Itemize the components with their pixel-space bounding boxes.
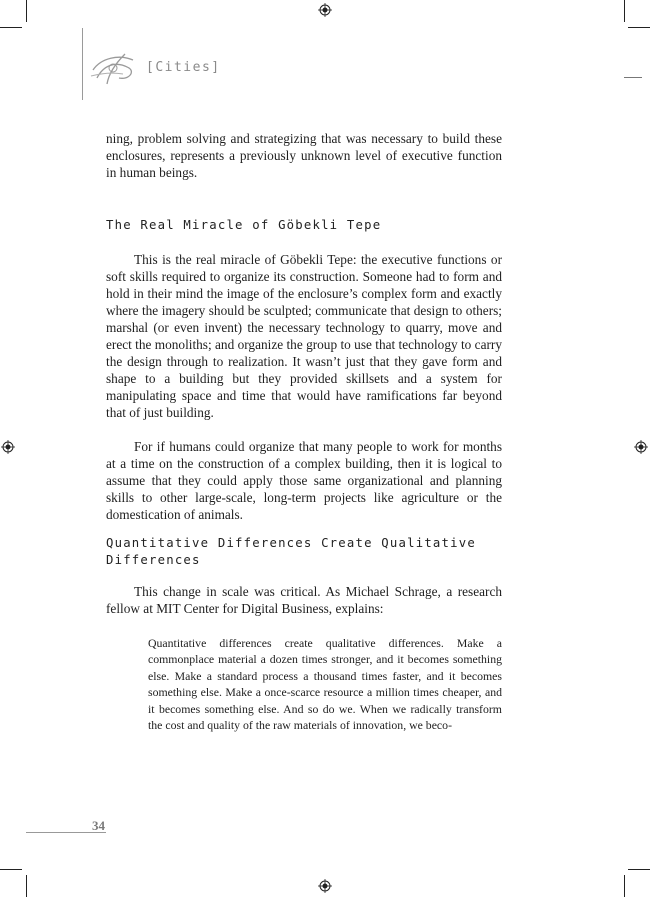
crop-mark [26,0,27,22]
crop-mark [628,869,650,870]
block-quote: Quantitative differences create qualitative differences. Make a commonplace material a dozen times stronger, and it becomes something else. Make a standard process a thousand times faster, and it becomes something else. Make a once-scarce resource a million times cheaper, and it becomes something else. And so do we. When we radically transform the cost and quality of the raw materials of innovation, we beco- [148,636,502,733]
crop-mark [0,27,22,28]
crop-mark [628,27,650,28]
registration-mark-icon [634,440,648,454]
header-dash [624,77,642,78]
header-rule [82,28,83,100]
running-head: [Cities] [146,60,221,75]
registration-mark-icon [318,879,332,893]
registration-mark-icon [318,3,332,17]
crop-mark [624,875,625,897]
paragraph: For if humans could organize that many people to work for months at a time on the construction of a complex building, then it is logical to assume that they could apply those same organizational and planning skills to other large-scale, long-term projects like agriculture or the domestication of animals. [106,439,502,522]
section-heading: The Real Miracle of Göbekli Tepe [106,218,382,232]
paragraph-continued: ning, problem solving and strategizing that was necessary to build these enclosures, represents a previously unknown level of executive function in human beings. [106,131,502,180]
registration-mark-icon [1,440,15,454]
section-heading: Quantitative Differences Create Qualitative Differences [106,536,476,567]
crop-mark [624,0,625,22]
swirl-logo-icon [89,48,139,88]
paragraph: This is the real miracle of Göbekli Tepe: the executive functions or soft skills required to organize its construction. Someone had to form and hold in their mind the image of the enclosure’s complex form and exactly where the imagery should be sculpted; communicate that design to others; marshal (or even invent) the necessary technology to quarry, move and erect the monoliths; and organize the group to use that technology to carry the design through to realization. It wasn’t just that they gave form and shape to a building but they provided skillsets and a system for manipulating space and time that would have ramifications far beyond that of just building. [106,252,502,420]
page-body [106,130,502,733]
page-number: 34 [92,818,105,833]
paragraph: This change in scale was critical. As Michael Schrage, a research fellow at MIT Center for Digital Business, explains: [106,584,502,616]
crop-mark [0,869,22,870]
crop-mark [26,875,27,897]
